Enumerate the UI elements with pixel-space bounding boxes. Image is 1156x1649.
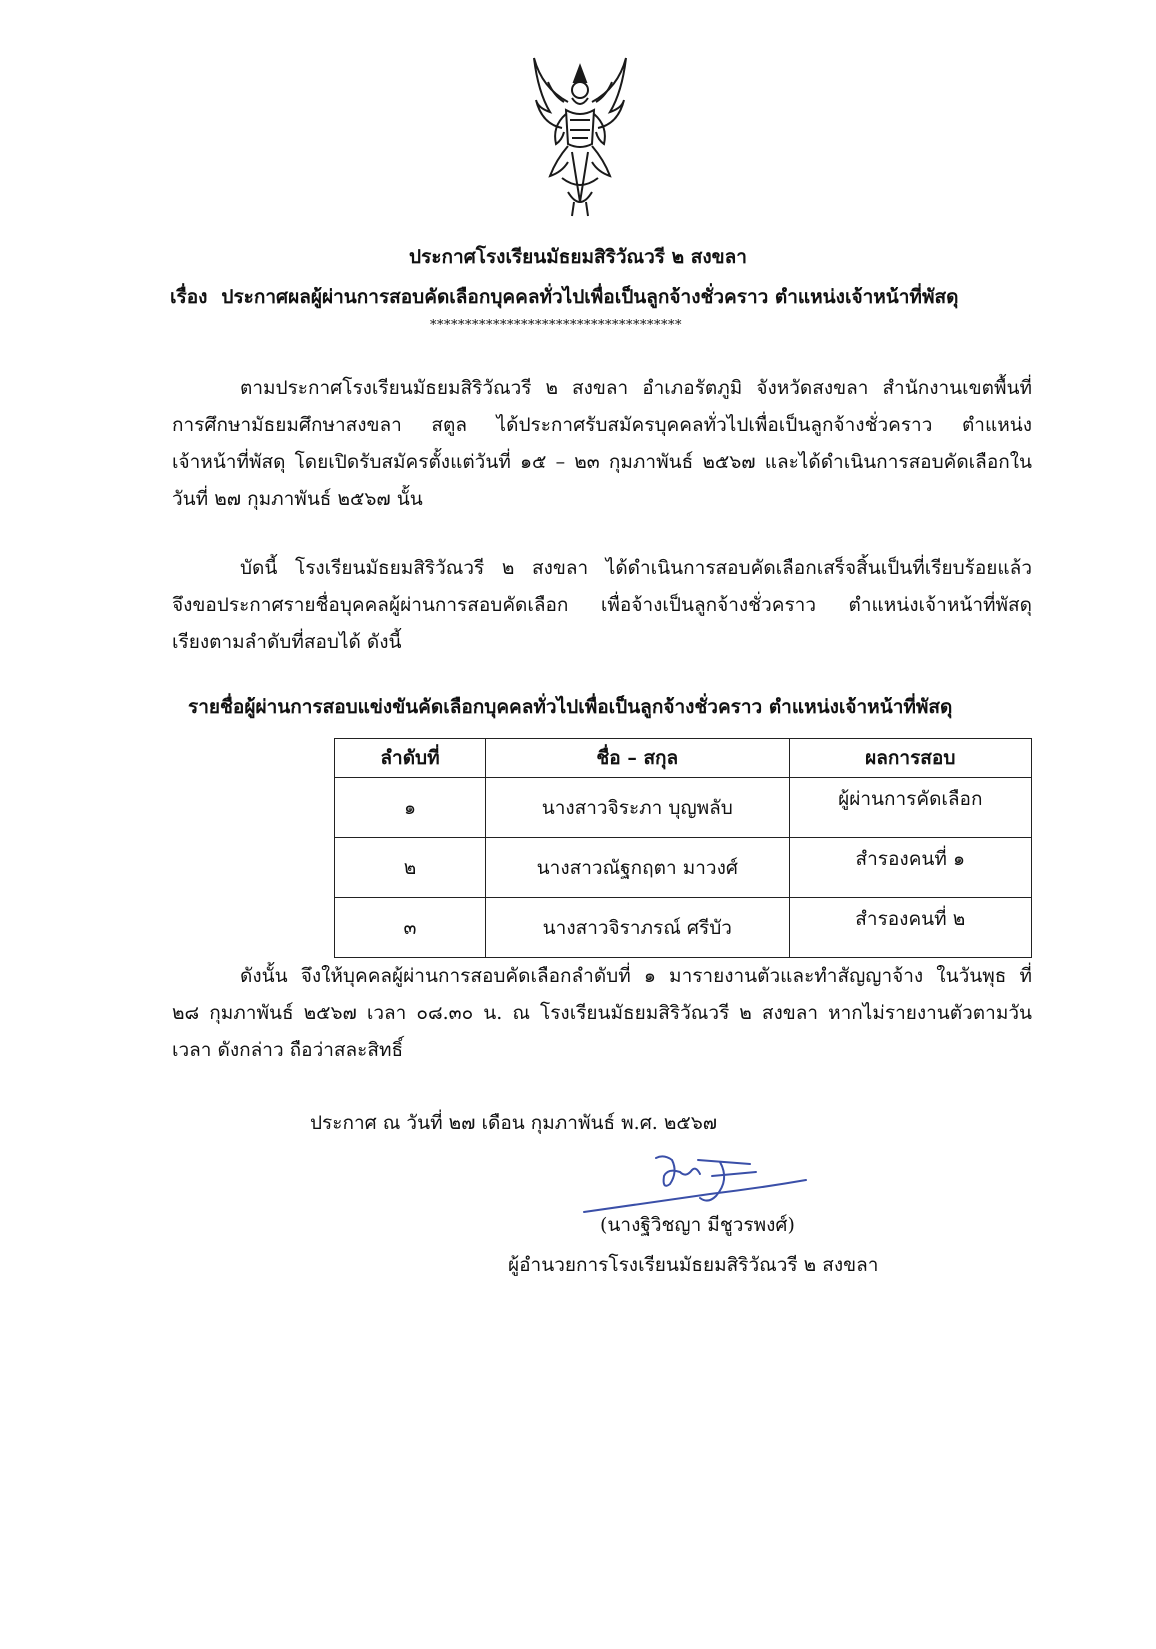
cell-result: ผู้ผ่านการคัดเลือก <box>789 778 1031 838</box>
paragraph-line: ดังนั้น จึงให้บุคคลผู้ผ่านการสอบคัดเลือกลำดับที่ ๑ มารายงานตัวและทำสัญญาจ้าง ในวันพุธ ที่ <box>240 965 1032 987</box>
paragraph-line: ตามประกาศโรงเรียนมัธยมสิริวัณวรี ๒ สงขลา อำเภอรัตภูมิ จังหวัดสงขลา สำนักงานเขตพื้นที่ <box>240 377 1032 399</box>
paragraph-2 <box>172 550 1032 661</box>
announcement-subject <box>170 282 958 312</box>
signer-position: ผู้อำนวยการโรงเรียนมัธยมสิริวัณวรี ๒ สงขลา <box>508 1254 879 1276</box>
declaration-date: ประกาศ ณ วันที่ ๒๗ เดือน กุมภาพันธ์ พ.ศ. ๒๕๖๗ <box>310 1112 718 1134</box>
cell-result: สำรองคนที่ ๒ <box>789 898 1031 958</box>
paragraph-line: จึงขอประกาศรายชื่อบุคคลผู้ผ่านการสอบคัดเลือก เพื่อจ้างเป็นลูกจ้างชั่วคราว ตำแหน่งเจ้าหน้าที่พัสดุ <box>172 594 1032 616</box>
paragraph-line: ๒๘ กุมภาพันธ์ ๒๕๖๗ เวลา ๐๘.๓๐ น. ณ โรงเรียนมัธยมสิริวัณวรี ๒ สงขลา หากไม่รายงานตัวตามวัน <box>172 1002 1032 1024</box>
paragraph-line: เรียงตามลำดับที่สอบได้ ดังนี้ <box>172 631 402 653</box>
cell-result: สำรองคนที่ ๑ <box>789 838 1031 898</box>
column-header-name: ชื่อ – สกุล <box>486 739 790 778</box>
column-header-order: ลำดับที่ <box>335 739 486 778</box>
cell-name: นางสาวณัฐกฤตา มาวงศ์ <box>486 838 790 898</box>
paragraph-line: เวลา ดังกล่าว ถือว่าสละสิทธิ์ <box>172 1039 404 1061</box>
signer-name: (นางฐิวิชญา มีชูวรพงศ์) <box>600 1214 795 1236</box>
cell-name: นางสาวจิราภรณ์ ศรีบัว <box>486 898 790 958</box>
paragraph-line: วันที่ ๒๗ กุมภาพันธ์ ๒๕๖๗ นั้น <box>172 488 423 510</box>
results-table <box>334 738 1032 958</box>
cell-name: นางสาวจิระภา บุญพลับ <box>486 778 790 838</box>
table-row <box>335 778 1032 838</box>
subject-text: ประกาศผลผู้ผ่านการสอบคัดเลือกบุคคลทั่วไปเพื่อเป็นลูกจ้างชั่วคราว ตำแหน่งเจ้าหน้าที่พัสดุ <box>221 286 959 308</box>
list-heading: รายชื่อผู้ผ่านการสอบแข่งขันคัดเลือกบุคคลทั่วไปเพื่อเป็นลูกจ้างชั่วคราว ตำแหน่งเจ้าหน้าที่พัสดุ <box>188 696 953 718</box>
table-row <box>335 838 1032 898</box>
separator-line: ************************************ <box>430 318 682 333</box>
paragraph-1 <box>172 370 1032 518</box>
cell-order: ๑ <box>335 778 486 838</box>
table-row <box>335 898 1032 958</box>
paragraph-line: บัดนี้ โรงเรียนมัธยมสิริวัณวรี ๒ สงขลา ได้ดำเนินการสอบคัดเลือกเสร็จสิ้นเป็นที่เรียบร้อยแล้ว <box>240 557 1032 579</box>
cell-order: ๒ <box>335 838 486 898</box>
paragraph-line: การศึกษามัธยมศึกษาสงขลา สตูล ได้ประกาศรับสมัครบุคคลทั่วไปเพื่อเป็นลูกจ้างชั่วคราว ตำแหน่ง <box>172 414 1032 436</box>
subject-label: เรื่อง <box>170 286 208 308</box>
column-header-result: ผลการสอบ <box>789 739 1031 778</box>
paragraph-line: เจ้าหน้าที่พัสดุ โดยเปิดรับสมัครตั้งแต่วันที่ ๑๕ – ๒๓ กุมภาพันธ์ ๒๕๖๗ และได้ดำเนินการสอบคัดเลือกใน <box>172 451 1032 473</box>
announcement-title: ประกาศโรงเรียนมัธยมสิริวัณวรี ๒ สงขลา <box>409 246 747 268</box>
cell-order: ๓ <box>335 898 486 958</box>
garuda-emblem-icon <box>528 52 632 220</box>
table-header-row <box>335 739 1032 778</box>
paragraph-3 <box>172 958 1032 1069</box>
